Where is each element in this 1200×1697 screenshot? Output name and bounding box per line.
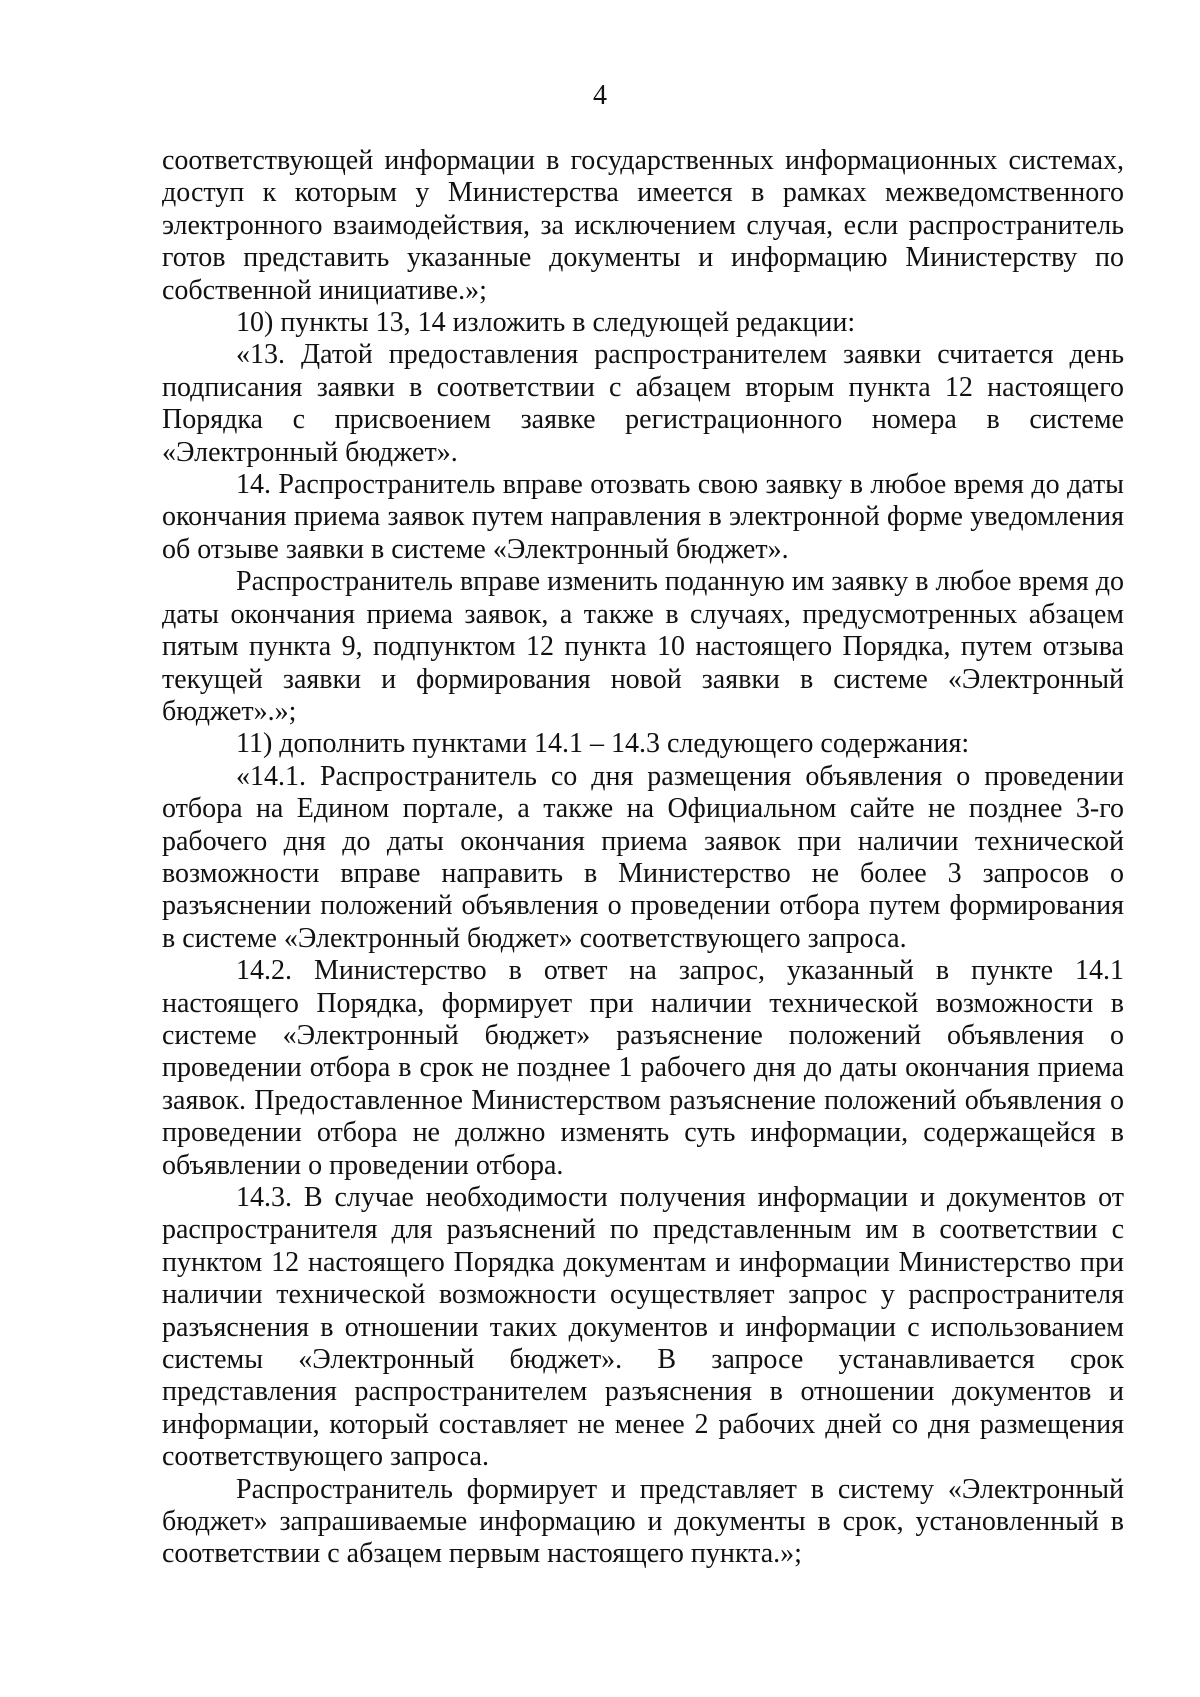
paragraph-1: соответствующей информации в государственных информационных системах, доступ к которым у Министерства имеется в рамках межведомственного электронного взаимодействия, за исключением случая, если распространитель готов представить указанные документы и информацию Министерству по собственной инициативе.»; xyxy=(162,145,1124,306)
paragraph-4: 14. Распространитель вправе отозвать свою заявку в любое время до даты окончания приема заявок путем направления в электронной форме уведомления об отзыве заявки в системе «Электронный бюджет». xyxy=(162,469,1124,565)
paragraph-10: Распространитель формирует и представляет в систему «Электронный бюджет» запрашиваемые информацию и документы в срок, установленный в соответствии с абзацем первым настоящего пункта.»; xyxy=(162,1473,1124,1570)
document-body xyxy=(162,145,1124,1571)
page-number: 4 xyxy=(593,80,607,111)
paragraph-2: 10) пункты 13, 14 изложить в следующей редакции: xyxy=(236,307,856,339)
paragraph-9: 14.3. В случае необходимости получения информации и документов от распространителя для разъяснений по представленным им в соответствии с пунктом 12 настоящего Порядка документам и информации Министерство при наличии технической возможности осуществляет запрос у распространителя разъяснения в отношении таких документов и информации с использованием системы «Электронный бюджет». В запросе устанавливается срок представления распространителем разъяснения в отношении документов и информации, который составляет не менее 2 рабочих дней со дня размещения соответствующего запроса. xyxy=(162,1182,1124,1473)
paragraph-6: 11) дополнить пунктами 14.1 – 14.3 следующего содержания: xyxy=(236,728,970,760)
paragraph-5: Распространитель вправе изменить поданную им заявку в любое время до даты окончания приема заявок, а также в случаях, предусмотренных абзацем пятым пункта 9, подпунктом 12 пункта 10 настоящего Порядка, путем отзыва текущей заявки и формирования новой заявки в системе «Электронный бюджет».»; xyxy=(162,566,1124,727)
paragraph-3: «13. Датой предоставления распространителем заявки считается день подписания заявки в соответствии с абзацем вторым пункта 12 настоящего Порядка с присвоением заявке регистрационного номера в системе «Электронный бюджет». xyxy=(162,339,1124,468)
paragraph-7: «14.1. Распространитель со дня размещения объявления о проведении отбора на Едином портале, а также на Официальном сайте не позднее 3-го рабочего дня до даты окончания приема заявок при наличии технической возможности вправе направить в Министерство не более 3 запросов о разъяснении положений объявления о проведении отбора путем формирования в системе «Электронный бюджет» соответствующего запроса. xyxy=(162,760,1124,954)
paragraph-8: 14.2. Министерство в ответ на запрос, указанный в пункте 14.1 настоящего Порядка, формирует при наличии технической возможности в системе «Электронный бюджет» разъяснение положений объявления о проведении отбора в срок не позднее 1 рабочего дня до даты окончания приема заявок. Предоставленное Министерством разъяснение положений объявления о проведении отбора не должно изменять суть информации, содержащейся в объявлении о проведении отбора. xyxy=(162,955,1124,1181)
